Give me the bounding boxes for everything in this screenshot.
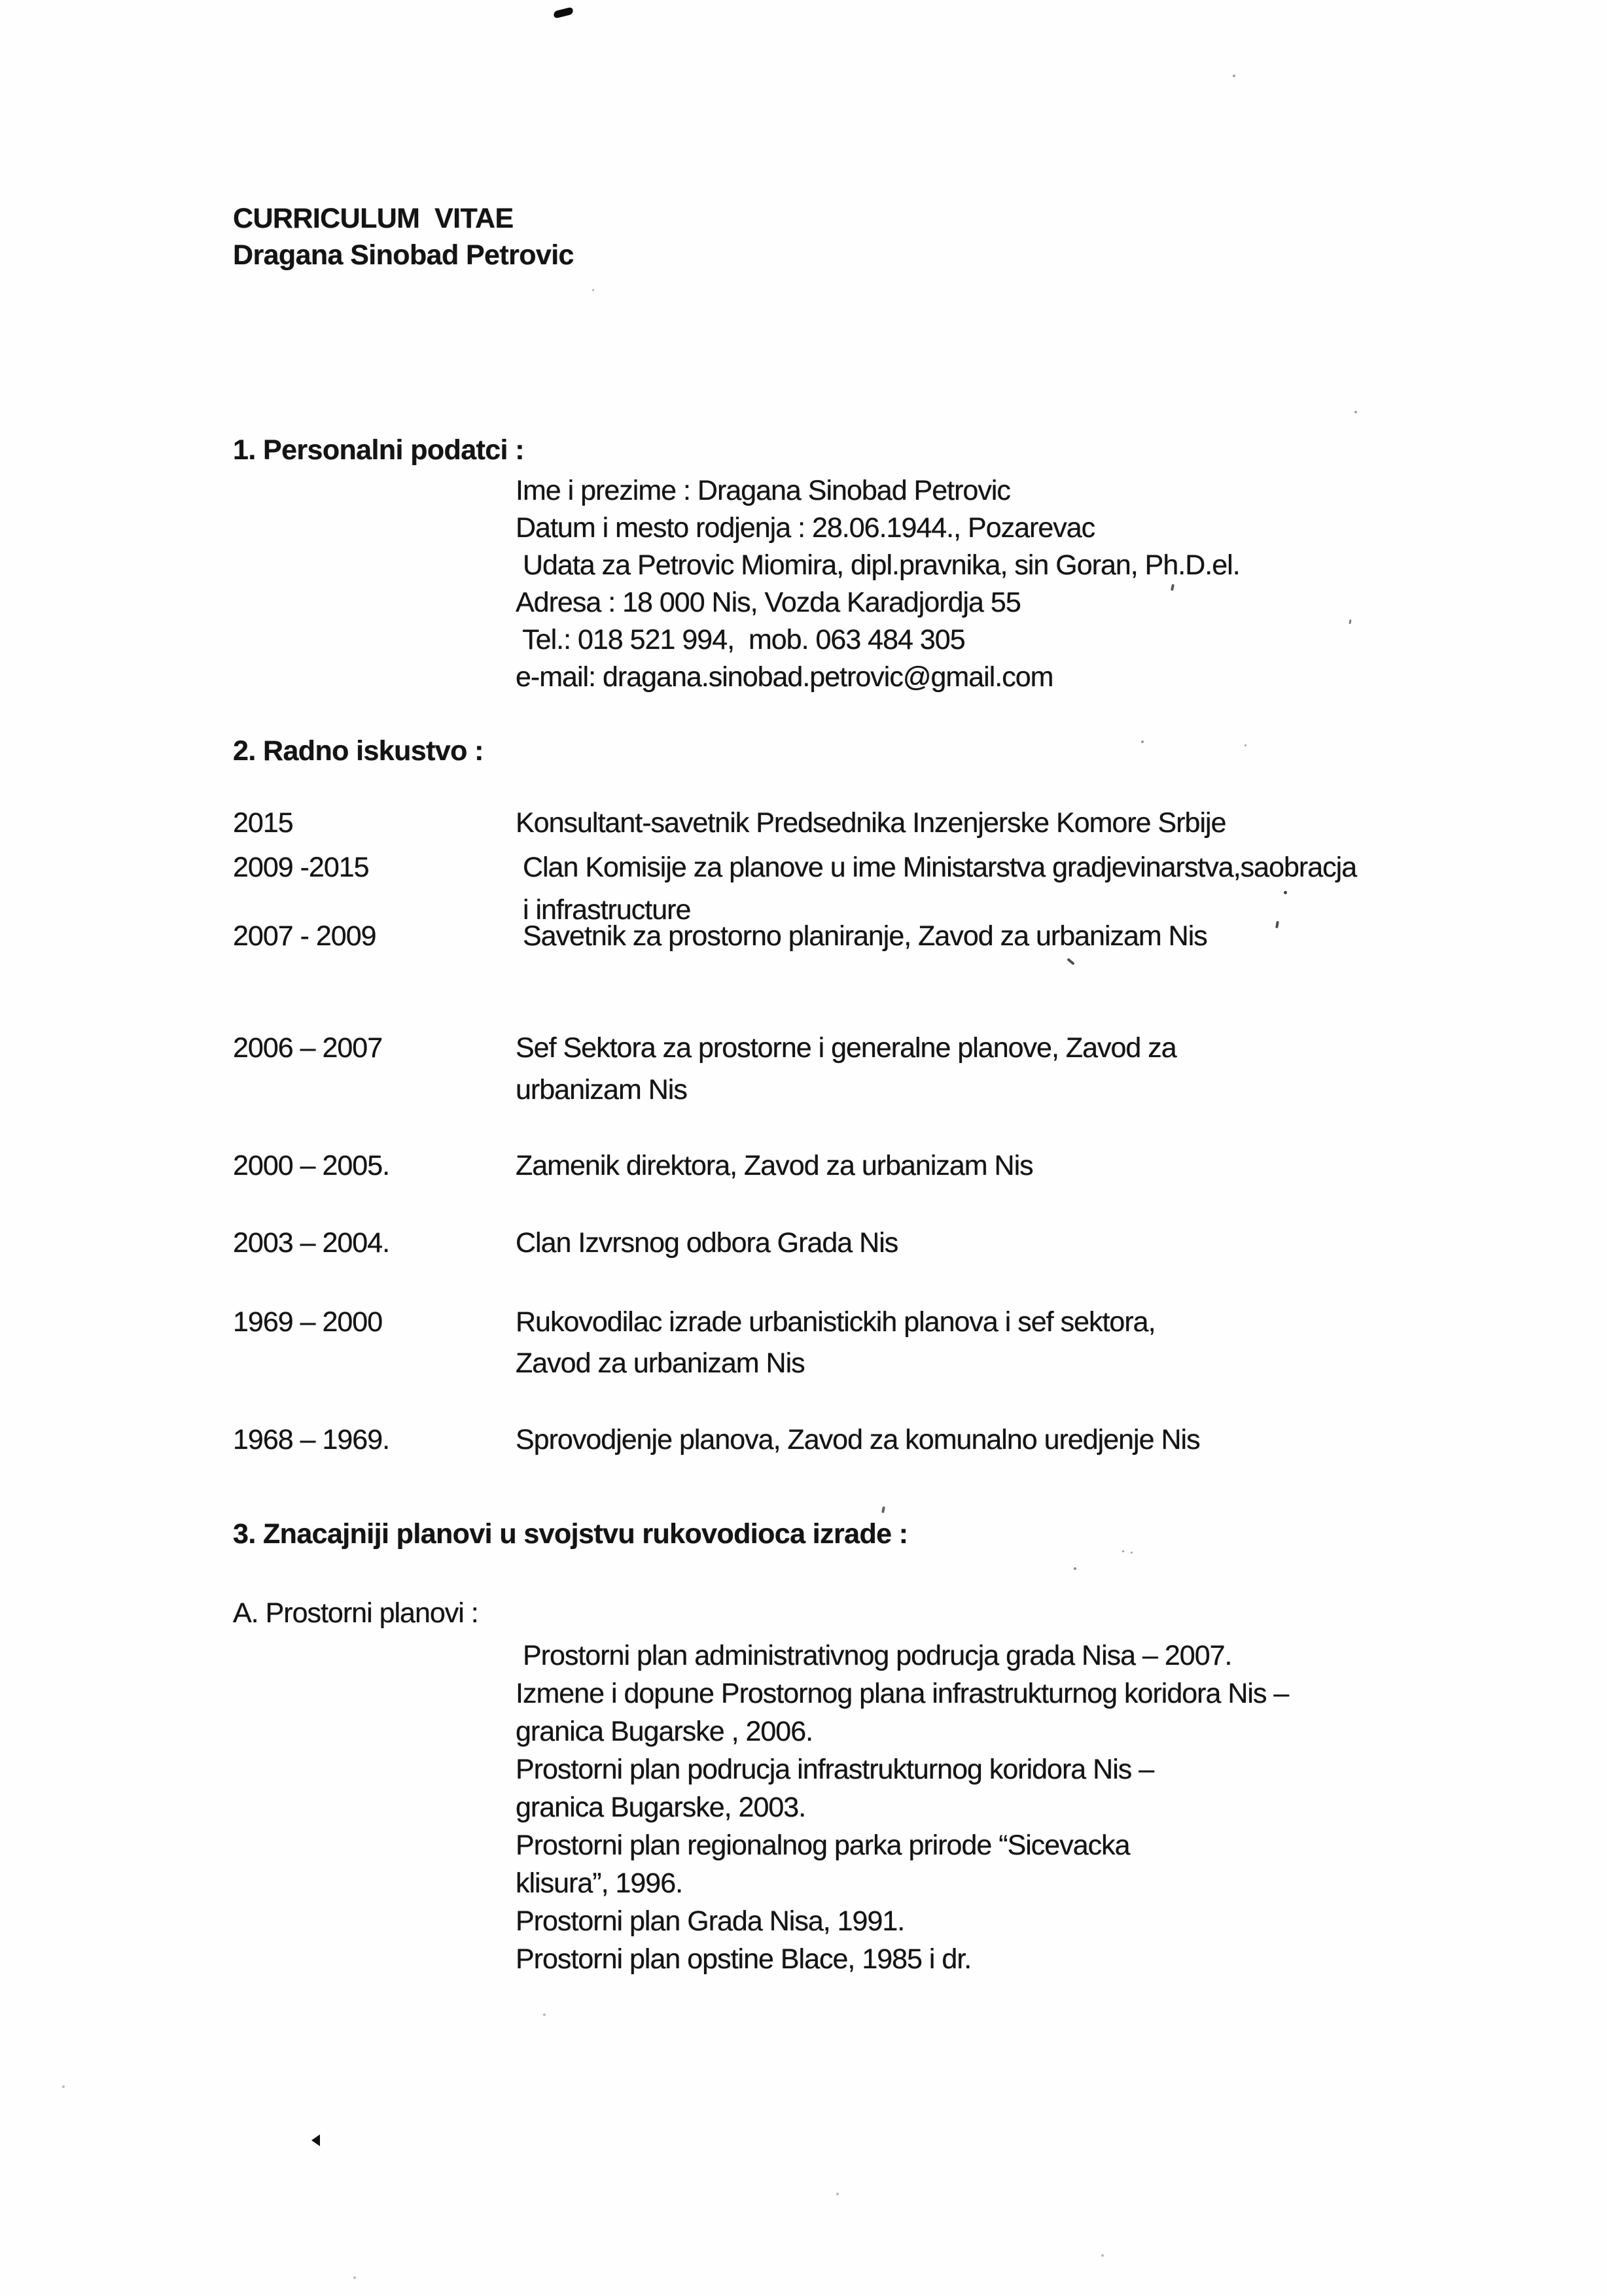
- scan-speck: [353, 2276, 356, 2279]
- plan-item: Prostorni plan administrativnog podrucja grada Nisa – 2007.: [516, 1640, 1232, 1671]
- scan-speck: [1122, 1550, 1124, 1552]
- experience-description: Zavod za urbanizam Nis: [516, 1348, 805, 1379]
- plan-item: Prostorni plan regionalnog parka prirode “Sicevacka: [516, 1830, 1130, 1861]
- experience-description: Konsultant-savetnik Predsednika Inzenjerske Komore Srbije: [516, 807, 1226, 839]
- experience-description: Savetnik za prostorno planiranje, Zavod za urbanizam Nis: [516, 920, 1207, 952]
- experience-period: 2003 – 2004.: [233, 1227, 390, 1259]
- plan-item: Prostorni plan Grada Nisa, 1991.: [516, 1905, 905, 1937]
- plan-item: Izmene i dopune Prostornog plana infrastrukturnog koridora Nis –: [516, 1678, 1289, 1709]
- plan-item: granica Bugarske, 2003.: [516, 1792, 806, 1823]
- personal-line-address: Adresa : 18 000 Nis, Vozda Karadjordja 55: [516, 587, 1021, 618]
- scan-speck: [1141, 740, 1144, 743]
- section-heading-personal: 1. Personalni podatci :: [233, 434, 524, 466]
- experience-period: 2000 – 2005.: [233, 1150, 390, 1181]
- experience-description: Zamenik direktora, Zavod za urbanizam Nis: [516, 1150, 1033, 1181]
- section-heading-experience: 2. Radno iskustvo :: [233, 735, 484, 767]
- plan-item: klisura”, 1996.: [516, 1868, 683, 1899]
- experience-period: 1968 – 1969.: [233, 1424, 390, 1455]
- scan-speck: [1349, 619, 1351, 624]
- experience-description: Clan Izvrsnog odbora Grada Nis: [516, 1227, 898, 1259]
- scan-speck: [1245, 744, 1246, 746]
- scan-speck: [1131, 1552, 1133, 1554]
- scan-speck: [543, 2013, 546, 2016]
- experience-description: Clan Komisije za planove u ime Ministarstva gradjevinarstva,saobracja: [516, 852, 1357, 883]
- plan-item: granica Bugarske , 2006.: [516, 1716, 813, 1747]
- section-heading-plans: 3. Znacajniji planovi u svojstvu rukovodioca izrade :: [233, 1518, 908, 1550]
- scan-speck: [1284, 891, 1287, 894]
- experience-period: 2015: [233, 807, 293, 839]
- experience-period: 2006 – 2007: [233, 1032, 383, 1064]
- experience-description: urbanizam Nis: [516, 1074, 687, 1105]
- experience-description: Sprovodjenje planova, Zavod za komunalno uredjenje Nis: [516, 1424, 1200, 1455]
- experience-description: Rukovodilac izrade urbanistickih planova i sef sektora,: [516, 1306, 1156, 1338]
- scan-speck: [1354, 411, 1357, 413]
- scan-speck: [881, 1506, 885, 1514]
- personal-line-birth: Datum i mesto rodjenja : 28.06.1944., Pozarevac: [516, 512, 1095, 544]
- scan-speck: [1101, 2254, 1104, 2257]
- scan-speck: [1275, 921, 1279, 929]
- experience-period: 2009 -2015: [233, 852, 369, 883]
- experience-description: Sef Sektora za prostorne i generalne planove, Zavod za: [516, 1032, 1176, 1064]
- experience-description: i infrastructure: [516, 894, 691, 926]
- experience-period: 2007 - 2009: [233, 920, 376, 952]
- plan-item: Prostorni plan podrucja infrastrukturnog koridora Nis –: [516, 1754, 1154, 1785]
- personal-line-email: e-mail: dragana.sinobad.petrovic@gmail.com: [516, 661, 1053, 693]
- scan-speck: [836, 2193, 839, 2195]
- experience-period: 1969 – 2000: [233, 1306, 383, 1338]
- plan-item: Prostorni plan opstine Blace, 1985 i dr.: [516, 1943, 972, 1975]
- scan-speck: [1171, 584, 1174, 591]
- scan-speck: [1233, 75, 1235, 77]
- document-author-name: Dragana Sinobad Petrovic: [233, 239, 574, 271]
- personal-line-phone: Tel.: 018 521 994, mob. 063 484 305: [516, 624, 965, 655]
- plans-subheading-spatial: A. Prostorni planovi :: [233, 1597, 478, 1629]
- ink-mark-triangle: [311, 2134, 320, 2146]
- personal-line-family: Udata za Petrovic Miomira, dipl.pravnika, sin Goran, Ph.D.el.: [516, 549, 1240, 581]
- scan-speck: [62, 2085, 65, 2088]
- scan-speck: [1067, 958, 1075, 965]
- scan-speck: [592, 289, 594, 291]
- personal-line-name: Ime i prezime : Dragana Sinobad Petrovic: [516, 475, 1010, 506]
- scan-speck: [1074, 1567, 1076, 1570]
- ink-mark-top: [554, 7, 573, 18]
- document-title: CURRICULUM VITAE: [233, 203, 514, 234]
